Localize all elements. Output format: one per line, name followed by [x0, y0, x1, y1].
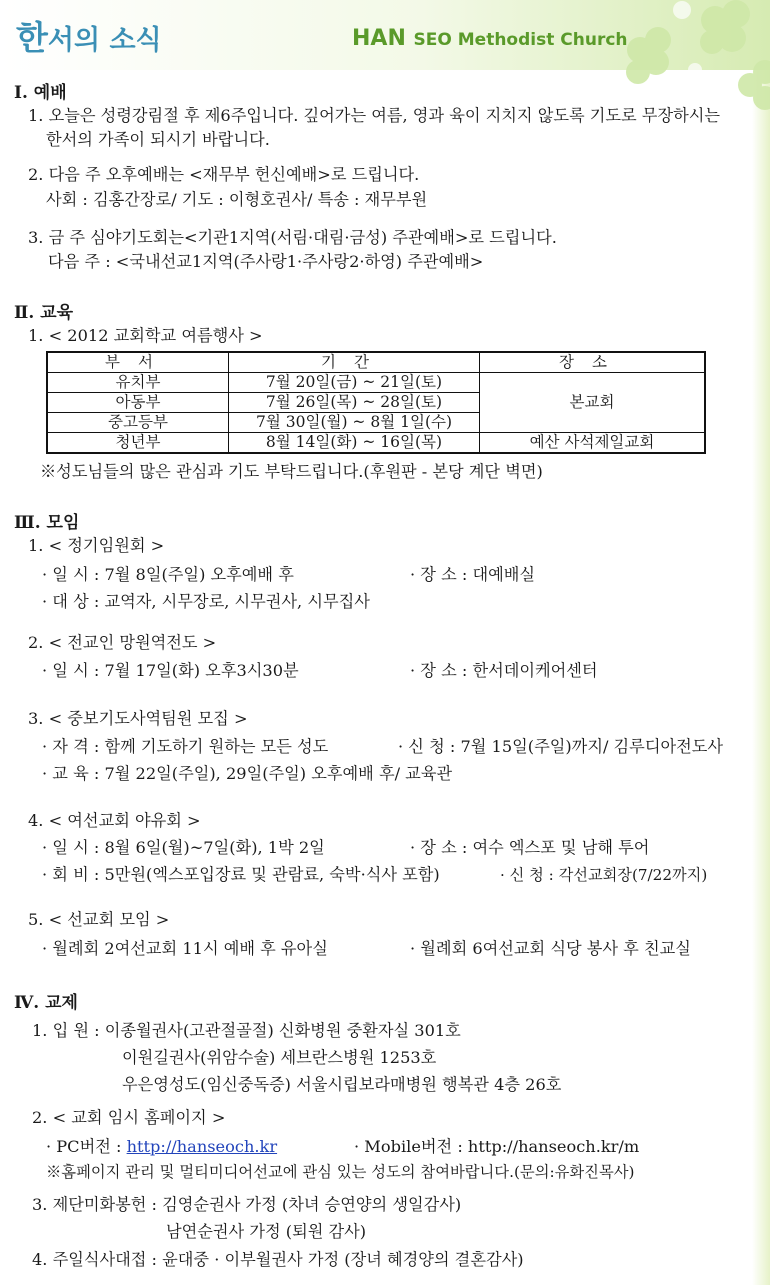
worship-item-3: 3. 금 주 심야기도회는<기관1지역(서림·대림·금성) 주관예배>로 드립니다. [28, 228, 557, 247]
section-fellowship-heading: Ⅳ. 교제 [14, 993, 78, 1013]
homepage-title: 2. < 교회 임시 홈페이지 > [32, 1108, 226, 1127]
table-row: 중고등부 7월 30일(월) ~ 8월 1일(수) [47, 413, 705, 433]
meeting-4-apply: · 신 청 : 각선교회장(7/22까지) [500, 866, 708, 884]
header-period: 기간 [229, 352, 480, 373]
meeting-5-b: · 월례회 6여선교회 식당 봉사 후 친교실 [410, 939, 691, 958]
worship-item-3-detail: 다음 주 : <국내선교1지역(주사랑1·주사랑2·하영) 주관예배> [48, 252, 484, 271]
meeting-3-apply: · 신 청 : 7월 15일(주일)까지/ 김루디아전도사 [398, 737, 724, 756]
church-name: HAN SEO Methodist Church [352, 26, 628, 51]
place-youth-cell: 예산 사석제일교회 [480, 433, 706, 454]
section-meeting-heading: Ⅲ. 모임 [14, 513, 80, 533]
meeting-3-training: · 교 육 : 7월 22일(주일), 29일(주일) 오후예배 후/ 교육관 [42, 764, 453, 783]
table-row: 유치부 7월 20일(금) ~ 21일(토) 본교회 [47, 373, 705, 393]
hospital-line-3: 우은영성도(임신중독증) 서울시립보라매병원 행복관 4층 26호 [122, 1075, 562, 1094]
meeting-2-place: · 장 소 : 한서데이케어센터 [410, 661, 598, 680]
clover-decoration-icon [600, 0, 770, 120]
homepage-note: ※홈페이지 관리 및 멀티미디어선교에 관심 있는 성도의 참여바랍니다.(문의:유화진목사) [46, 1163, 635, 1181]
page-title: 한서의 소식 [16, 18, 162, 57]
summer-schedule-table [46, 351, 706, 454]
table-row: 청년부 8월 14일(화) ~ 16일(목) 예산 사석제일교회 [47, 433, 705, 454]
table-row: 아동부 7월 26일(목) ~ 28일(토) [47, 393, 705, 413]
education-item-1: 1. < 2012 교회학교 여름행사 > [28, 326, 263, 345]
meeting-3-qualification: · 자 격 : 함께 기도하기 원하는 모든 성도 [42, 737, 329, 756]
meeting-1-title: 1. < 정기임원회 > [28, 536, 165, 555]
header-dept: 부서 [47, 352, 229, 373]
homepage-pc: · PC버전 : http://hanseoch.kr [46, 1137, 278, 1156]
altar-flowers-2: 남연순권사 가정 (퇴원 감사) [166, 1222, 367, 1241]
education-note: ※성도님들의 많은 관심과 기도 부탁드립니다.(후원판 - 본당 계단 벽면) [40, 462, 543, 481]
meeting-5-title: 5. < 선교회 모임 > [28, 910, 170, 929]
header-place: 장소 [480, 352, 706, 373]
meeting-2-title: 2. < 전교인 망원역전도 > [28, 633, 217, 652]
section-worship-heading: Ⅰ. 예배 [14, 83, 67, 103]
meeting-1-place: · 장 소 : 대예배실 [410, 565, 536, 584]
meeting-1-target: · 대 상 : 교역자, 시무장로, 시무권사, 시무집사 [42, 592, 370, 611]
section-education-heading: Ⅱ. 교육 [14, 303, 74, 323]
pc-homepage-link[interactable]: http://hanseoch.kr [126, 1137, 278, 1156]
meeting-3-title: 3. < 중보기도사역팀원 모집 > [28, 709, 248, 728]
meeting-5-a: · 월례회 2여선교회 11시 예배 후 유아실 [42, 939, 328, 958]
meeting-4-date: · 일 시 : 8월 6일(월)~7일(화), 1박 2일 [42, 838, 325, 857]
place-main-cell: 본교회 [480, 373, 706, 433]
worship-item-1: 1. 오늘은 성령강림절 후 제6주입니다. 깊어가는 여름, 영과 육이 지치지 않도록 기도로 무장하시는 [28, 106, 720, 125]
worship-item-2: 2. 다음 주 오후예배는 <재무부 헌신예배>로 드립니다. [28, 165, 420, 184]
meeting-4-place: · 장 소 : 여수 엑스포 및 남해 투어 [410, 838, 650, 857]
table-header-row [47, 352, 705, 373]
meeting-4-fee: · 회 비 : 5만원(엑스포입장료 및 관람료, 숙박·식사 포함) [42, 865, 440, 884]
homepage-mobile: · Mobile버전 : http://hanseoch.kr/m [354, 1137, 640, 1156]
hospital-line-1: 1. 입 원 : 이종월권사(고관절골절) 신화병원 중환자실 301호 [32, 1021, 461, 1040]
altar-flowers-1: 3. 제단미화봉헌 : 김영순권사 가정 (차녀 승연양의 생일감사) [32, 1195, 462, 1214]
meeting-1-date: · 일 시 : 7월 8일(주일) 오후예배 후 [42, 565, 294, 584]
worship-item-1-cont: 한서의 가족이 되시기 바랍니다. [46, 130, 270, 149]
meeting-4-title: 4. < 여선교회 야유회 > [28, 811, 201, 830]
meeting-2-date: · 일 시 : 7월 17일(화) 오후3시30분 [42, 661, 299, 680]
header-banner [0, 0, 770, 70]
background-gradient [752, 0, 770, 1285]
worship-item-2-detail: 사회 : 김홍간장로/ 기도 : 이형호권사/ 특송 : 재무부원 [46, 190, 428, 209]
sunday-meal: 4. 주일식사대접 : 윤대중 · 이부월권사 가정 (장녀 혜경양의 결혼감사) [32, 1250, 524, 1269]
hospital-line-2: 이원길권사(위암수술) 세브란스병원 1253호 [122, 1048, 437, 1067]
